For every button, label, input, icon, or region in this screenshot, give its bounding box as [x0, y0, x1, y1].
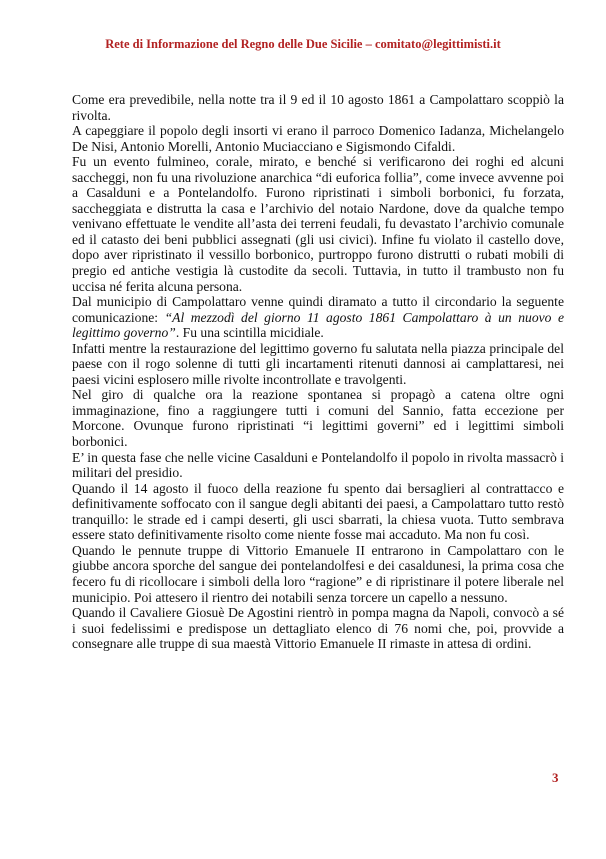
body-text	[72, 92, 564, 652]
paragraph: Nel giro di qualche ora la reazione spontanea si propagò a catena oltre ogni immaginazione, fino a raggiungere tutti i comuni del Sannio, fatta eccezione per Morcone. Ovunque furono ripristinati “i legittimi governi” ed i legittimi simboli borbonici.	[72, 387, 564, 450]
paragraph-communication	[72, 294, 564, 341]
communication-outro: . Fu una scintilla micidiale.	[175, 325, 324, 341]
page-header: Rete di Informazione del Regno delle Due Sicilie – comitato@legittimisti.it	[105, 37, 501, 51]
communication-quote: “Al mezzodì del giorno 11 agosto 1861 Campolattaro à un nuovo e legittimo governo”	[72, 309, 564, 341]
paragraph: Quando il Cavaliere Giosuè De Agostini rientrò in pompa magna da Napoli, convocò a sé i suoi fedelissimi e predispose un dettagliato elenco di 76 nomi che, poi, provvide a consegnare alle truppe di sua maestà Vittorio Emanuele II rimaste in attesa di ordini.	[72, 605, 564, 652]
paragraph: Fu un evento fulmineo, corale, mirato, e benché si verificarono dei roghi ed alcuni saccheggi, non fu una rivoluzione anarchica “di euforica follia”, come invece avvenne poi a Casalduni e a Pontelandolfo. Furono ripristinati i simboli borbonici, fu forzata, saccheggiata e distrutta la casa e l’archivio del notaio Nardone, dove da qualche tempo venivano effettuate le vendite all’asta dei terreni feudali, fu devastato l’archivio comunale ed il catasto dei beni pubblici assegnati (gli usi civici). Infine fu violato il castello dove, dopo aver ripristinato il vessillo borbonico, purtroppo furono distrutti o rubati mobili di pregio ed antiche vestigia là custodite da secoli. Tuttavia, in tutto il trambusto non fu uccisa né ferita alcuna persona.	[72, 154, 564, 294]
page-number: 3	[552, 770, 559, 785]
paragraph: Quando le pennute truppe di Vittorio Emanuele II entrarono in Campolattaro con le giubbe ancora sporche del sangue dei pontelandolfesi e dei casaldunesi, la prima cosa che fecero fu di ricollocare i simboli della loro “ragione” e di ripristinare il potere liberale nel municipio. Poi attesero il rientro dei notabili senza torcere un capello a nessuno.	[72, 542, 564, 605]
paragraph: Quando il 14 agosto il fuoco della reazione fu spento dai bersaglieri al contrattacco e definitivamente soffocato con il sangue degli abitanti dei paesi, a Campolattaro tutto restò tranquillo: le strade ed i campi deserti, gli usci sbarrati, la chiesa vuota. Tutto sembrava essere stato definitivamente risolto come niente fosse mai accaduto. Ma non fu così.	[72, 480, 564, 543]
paragraph: Infatti mentre la restaurazione del legittimo governo fu salutata nella piazza principale del paese con il rogo solenne di tutti gli incartamenti ritenuti dannosi ai camplattaresi, nei paesi vicini esplosero mille rivolte incontrollate e travolgenti.	[72, 340, 564, 387]
paragraph: Come era prevedibile, nella notte tra il 9 ed il 10 agosto 1861 a Campolattaro scoppiò la rivolta.	[72, 92, 564, 123]
paragraph: E’ in questa fase che nelle vicine Casalduni e Pontelandolfo il popolo in rivolta massacrò i militari del presidio.	[72, 449, 564, 481]
communication-intro: Dal municipio di Campolattaro venne quindi diramato a tutto il circondario la seguente comunicazione:	[72, 294, 564, 325]
paragraph: A capeggiare il popolo degli insorti vi erano il parroco Domenico Iadanza, Michelangelo De Nisi, Antonio Morelli, Antonio Muciacciano e Sigismondo Cifaldi.	[72, 123, 564, 154]
